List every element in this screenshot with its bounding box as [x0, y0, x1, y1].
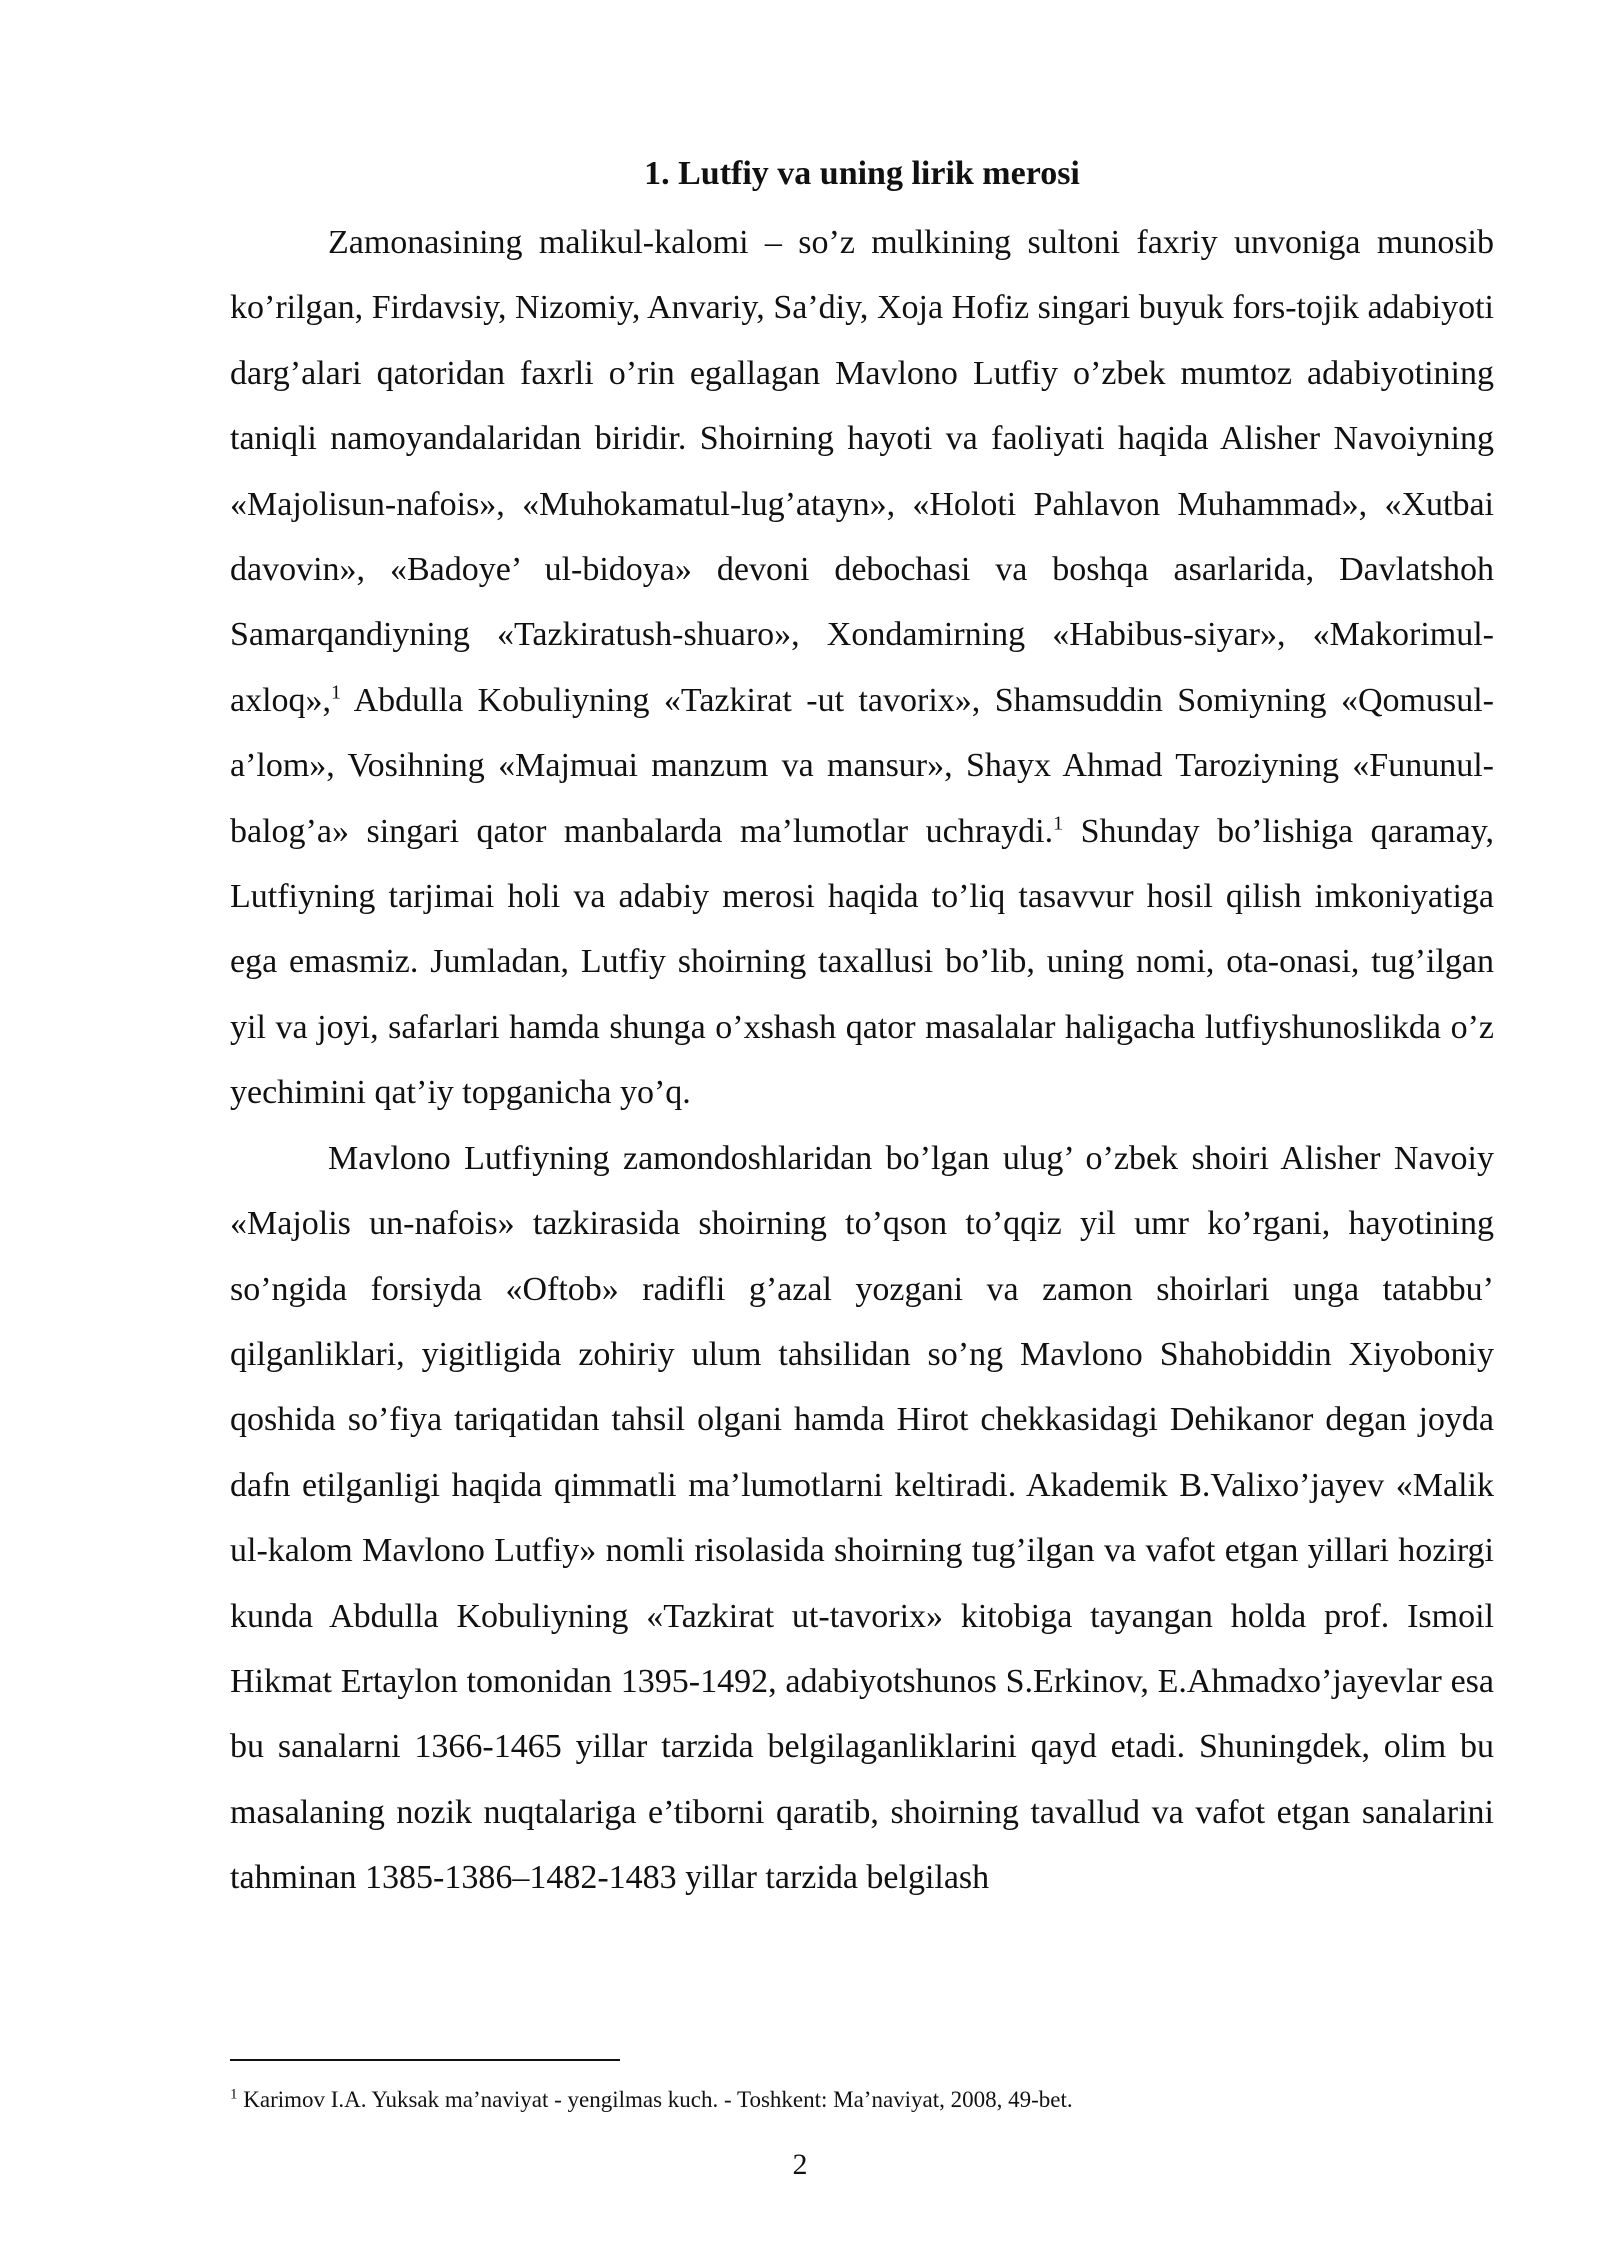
footnote-marker: 1 — [230, 2086, 238, 2103]
paragraph-1-part-3: Shunday bo’lishiga qaramay, Lutfiyning tarjimai holi va adabiy merosi haqida to’liq tasavvur hosil qilish imkoniyatiga ega emasmiz. Jumladan, Lutfiy shoirning taxallusi bo’lib, uning nomi, ota-onasi, tug’ilgan yil va joyi, safarlari hamda shunga o’xshash qator masalalar haligacha lutfiyshunoslikda o’z yechimini qat’iy topganicha yo’q. — [230, 812, 1494, 1112]
footnote — [230, 2083, 1494, 2117]
section-heading: 1. Lutfiy va uning lirik merosi — [644, 155, 1080, 192]
footnote-separator — [230, 2059, 620, 2061]
paragraph-1-part-1: Zamonasining malikul-kalomi – so’z mulkining sultoni faxriy unvoniga munosib ko’rilgan, Firdavsiy, Nizomiy, Anvariy, Sa’diy, Xoja Hofiz singari buyuk fors-tojik adabiyoti darg’alari qatoridan faxrli o’rin egallagan Mavlono Lutfiy o’zbek mumtoz adabiyotining taniqli namoyandalaridan biridir. Shoirning hayoti va faoliyati haqida Alisher Navoiyning «Majolisun-nafois», «Muhokamatul-lug’atayn», «Holoti Pahlavon Muhammad», «Xutbai davovin», «Badoye’ ul-bidoya» devoni debochasi va boshqa asarlarida, Davlatshoh Samarqandiyning «Tazkiratush-shuaro», Xondamirning «Habibus-siyar», «Makorimul- axloq», — [230, 224, 1494, 719]
footnote-text: Karimov I.A. Yuksak ma’naviyat - yengilmas kuch. - Toshkent: Ma’naviyat, 2008, 49-bet. — [237, 2087, 1073, 2112]
page-number: 2 — [792, 2148, 808, 2181]
footnote-reference-2[interactable]: 1 — [1053, 812, 1064, 835]
paragraph-1 — [230, 210, 1494, 1126]
body-text — [230, 210, 1494, 1911]
paragraph-1-part-2: Abdulla Kobuliyning «Tazkirat -ut tavorix», Shamsuddin Somiyning «Qomusul-a’lom», Vosihning «Majmuai manzum va mansur», Shayx Ahmad Taroziyning «Fununul- balog’a» singari qator manbalarda ma’lumotlar uchraydi. — [230, 681, 1494, 850]
paragraph-2: Mavlono Lutfiyning zamondoshlaridan bo’lgan ulug’ o’zbek shoiri Alisher Navoiy «Majolis un-nafois» tazkirasida shoirning to’qson to’qqiz yil umr ko’rgani, hayotining so’ngida forsiyda «Oftob» radifli g’azal yozgani va zamon shoirlari unga tatabbu’ qilganliklari, yigitligida zohiriy ulum tahsilidan so’ng Mavlono Shahobiddin Xiyoboniy qoshida so’fiya tariqatidan tahsil olgani hamda Hirot chekkasidagi Dehikanor degan joyda dafn etilganligi haqida qimmatli ma’lumotlarni keltiradi. Akademik B.Valixo’jayev «Malik ul-kalom Mavlono Lutfiy» nomli risolasida shoirning tug’ilgan va vafot etgan yillari hozirgi kunda Abdulla Kobuliyning «Tazkirat ut-tavorix» kitobiga tayangan holda prof. Ismoil Hikmat Ertaylon tomonidan 1395-1492, adabiyotshunos S.Erkinov, E.Ahmadxo’jayevlar esa bu sanalarni 1366-1465 yillar tarzida belgilaganliklarini qayd etadi. Shuningdek, olim bu masalaning nozik nuqtalariga e’tiborni qaratib, shoirning tavallud va vafot etgan sanalarini tahminan 1385-1386–1482-1483 yillar tarzida belgilash — [230, 1139, 1494, 1897]
footnote-reference-1[interactable]: 1 — [331, 681, 342, 704]
